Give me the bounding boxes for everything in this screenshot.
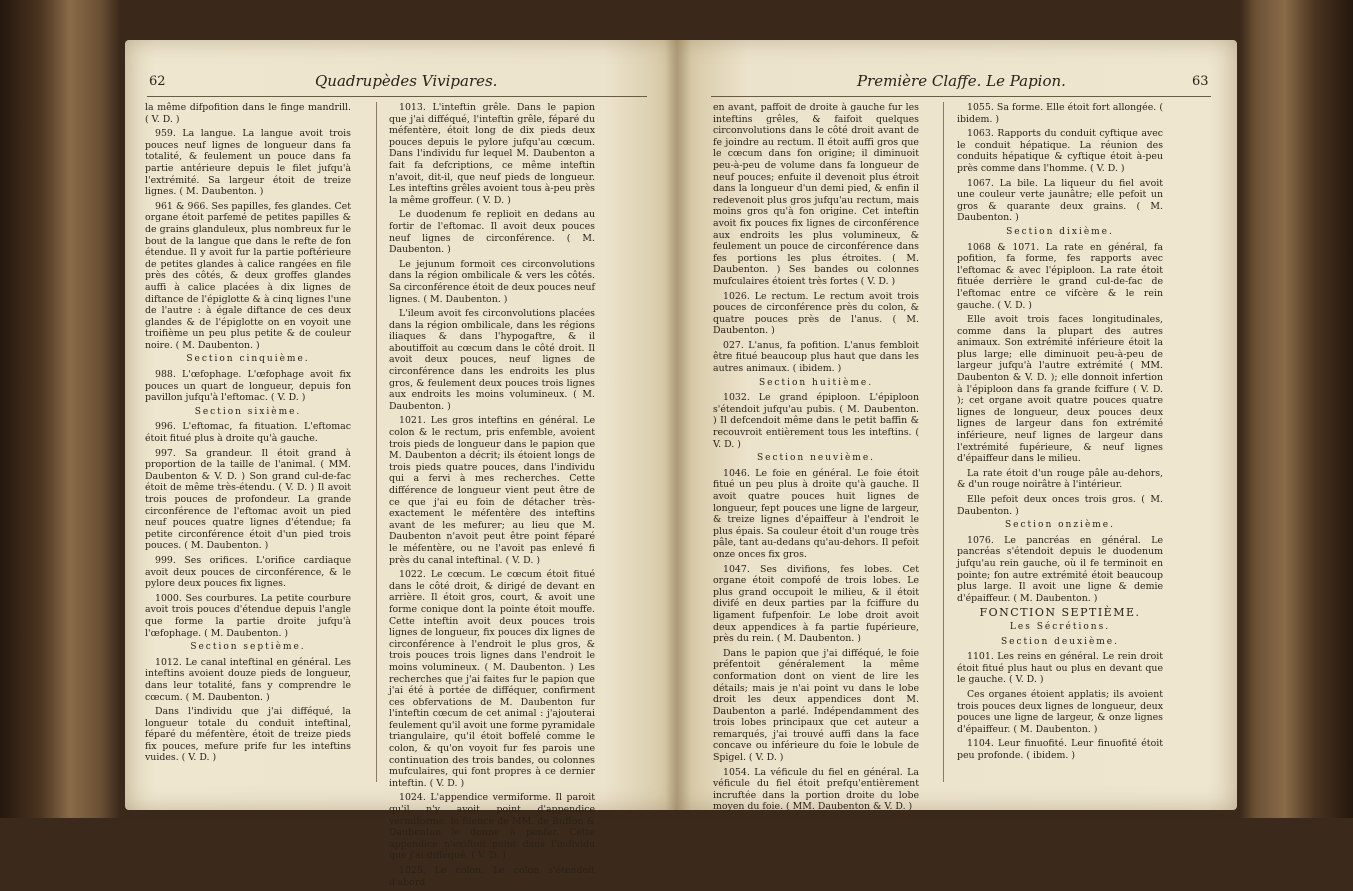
paragraph: Elle pefoit deux onces trois gros. ( M. Daubenton. ) <box>957 494 1163 517</box>
right-page <box>677 40 1237 813</box>
paragraph: 1013. L'inteftin grêle. Dans le papion que j'ai difféqué, l'inteftin grêle, féparé du méfentère, étoit long de dix pieds deux pouces depuis le pylore jufqu'au cœcum. Dans l'individu fur lequel M. Daubenton a fait fa defcriptions, ce même inteftin n'avoit, dit-il, que neuf pieds de longueur. Les inteftins grêles avoient tous à-peu près la même groffeur. ( V. D. ) <box>389 102 595 206</box>
paragraph: Ces organes étoient applatis; ils avoient trois pouces deux lignes de longueur, deux pouces une ligne de largeur, & onze lignes d'épaiffeur. ( M. Daubenton. ) <box>957 688 1163 735</box>
section-heading: Les Sécrétions. <box>1009 621 1111 632</box>
paragraph: Dans l'individu que j'ai difféqué, la longueur totale du conduit inteftinal, féparé du méfentère, étoit de treize pieds fix pouces, mefure prife fur les inteftins vuides. ( V. D. ) <box>145 706 351 764</box>
running-head: Première Claffe. Le Papion. <box>857 72 1066 90</box>
column-rule <box>943 102 944 782</box>
paragraph: 988. L'œfophage. L'œfophage avoit fix pouces un quart de longueur, depuis fon pavillon jufqu'à l'eftomac. ( V. D. ) <box>145 369 351 404</box>
paragraph: La rate étoit d'un rouge pâle au-dehors, & d'un rouge noirâtre à l'intérieur. <box>957 467 1163 491</box>
paragraph: 1055. Sa forme. Elle étoit fort allongée. ( ibidem. ) <box>957 102 1163 125</box>
header-rule <box>147 96 647 97</box>
section-heading: Section dixième. <box>1006 226 1114 237</box>
paragraph: L'ileum avoit fes circonvolutions placées dans la région ombilicale, dans les régions iliaques & dans l'hypogaftre, & il aboutiffoit au cœcum dans le côté droit. Il avoit deux pouces, neuf lignes de circonférence dans les endroits les plus gros, & feulement deux pouces trois lignes aux endroits les moins volumineux. ( M. Daubenton. ) <box>389 308 595 412</box>
paragraph: Le jejunum formoit ces circonvolutions dans la région ombilicale & vers les côtés. Sa circonférence étoit de deux pouces neuf lignes. ( M. Daubenton. ) <box>389 258 595 305</box>
left-page <box>125 40 677 888</box>
paragraph: 959. La langue. La langue avoit trois pouces neuf lignes de longueur dans fa totalité, & feulement un pouce dans fa partie antérieure depuis le filet jufqu'à l'extrémité. Sa largeur étoit de treize lignes. ( M. Daubenton. ) <box>145 128 351 198</box>
paragraph: 1101. Les reins en général. Le rein droit étoit fitué plus haut ou plus en devant que le gauche. ( V. D. ) <box>957 651 1163 686</box>
section-heading: Section neuvième. <box>756 453 876 464</box>
paragraph: 1012. Le canal inteftinal en général. Les inteftins avoient douze pieds de longueur, dans leur totalité, fans y comprendre le cœcum. ( M. Daubenton. ) <box>145 656 351 703</box>
section-heading: Section huitième. <box>758 377 874 388</box>
paragraph: la même difpofition dans le finge mandrill. ( V. D. ) <box>145 102 351 125</box>
paragraph: 961 & 966. Ses papilles, fes glandes. Cet organe étoit parfemé de petites papilles & de grains glanduleux, plus nombreux fur le bout de la langue que dans le refte de fon étendue. Il y avoit fur la partie poftérieure de petites glandes à calice rangées en file près des côtés, & deux groffes glandes auffi à calice placées à dix lignes de diftance de l'épiglotte & à cinq lignes l'une de l'autre : à égale diftance de ces deux glandes & de l'épiglotte on en voyoit une troifième un peu plus petite & de couleur noire. ( M. Daubenton. ) <box>145 200 351 351</box>
paragraph: 1047. Ses divifions, fes lobes. Cet organe étoit compofé de trois lobes. Le plus grand occupoit le milieu, & il étoit divifé en deux parties par la fciffure du ligament fufpenfoir. Le lobe droit avoit deux appendices à fa partie fupérieure, près du rein. ( M. Daubenton. ) <box>713 563 919 645</box>
text-column <box>389 102 595 891</box>
paragraph: 1021. Les gros inteftins en général. Le colon & le rectum, pris enfemble, avoient trois pieds de longueur dans le papion que M. Daubenton a décrit; ils étoient longs de trois pieds quatre pouces, dans l'individu qui a fervi à mes recherches. Cette différence de longueur vient peut être de ce que j'ai eu foin de détacher très-exactement le méfentère des inteftins avant de les mefurer; au lieu que M. Daubenton n'avoit peut être point féparé le méfentère, ou ne l'avoit pas enlevé fi près du canal inteftinal. ( V. D. ) <box>389 415 595 566</box>
section-heading: Section septième. <box>190 642 306 653</box>
header-rule <box>711 96 1211 97</box>
paragraph: 1063. Rapports du conduit cyftique avec le conduit hépatique. La réunion des conduits hépatique & cyftique étoit à-peu près comme dans l'homme. ( V. D. ) <box>957 128 1163 174</box>
section-heading: Section deuxième. <box>1001 636 1119 647</box>
text-column <box>713 102 919 816</box>
paragraph: 1024. L'appendice vermiforme. Il paroit qu'il n'y avoit point d'appendice vermiforme; le filence de MM. de Buffon & Daubenton le donne à penfer. Cette appendice n'exiftoit point dans l'individu que j'ai difféqué. ( V. D. ) <box>389 792 595 862</box>
paragraph: 1026. Le rectum. Le rectum avoit trois pouces de circonférence près du colon, & quatre pouces près de l'anus. ( M. Daubenton. ) <box>713 290 919 337</box>
paragraph: en avant, paffoit de droite à gauche fur les inteftins grêles, & faifoit quelques circonvolutions dans le côté droit avant de fe joindre au rectum. Il étoit auffi gros que le cœcum dans fon origine; il diminuoit peu-à-peu de volume dans fa longueur de neuf pouces; enfuite il devenoit plus étroit dans la longueur d'un demi pied, & enfin il redevenoit plus gros jufqu'au rectum, mais moins gros qu'à fon origine. Cet inteftin avoit fix pouces fix lignes de circonférence aux endroits les plus volumineux, & feulement un pouce de circonférence dans fes portions les plus étroites. ( M. Daubenton. ) Ses bandes ou colonnes mufculaires étoient très fortes ( V. D. ) <box>713 102 919 287</box>
running-head: Quadrupèdes Vivipares. <box>315 72 498 90</box>
text-column <box>957 102 1163 764</box>
page-number: 62 <box>149 74 166 89</box>
paragraph: 1032. Le grand épiploon. L'épiploon s'étendoit jufqu'au pubis. ( M. Daubenton. ) Il defcendoit même dans le petit baffin & recouvroit entièrement tous les inteftins. ( V. D. ) <box>713 392 919 450</box>
paragraph: 999. Ses orifices. L'orifice cardiaque avoit deux pouces de circonférence, & le pylore deux pouces fix lignes. <box>145 554 351 590</box>
page-number: 63 <box>1192 74 1209 89</box>
paragraph: Le duodenum fe replioit en dedans au fortir de l'eftomac. Il avoit deux pouces neuf lignes de circonférence. ( M. Daubenton. ) <box>389 209 595 256</box>
paragraph: Dans le papion que j'ai difféqué, le foie préfentoit généralement la même conformation dont on vient de lire les détails; mais je n'ai point vu dans le lobe droit les deux appendices dont M. Daubenton a parlé. Indépendamment des trois lobes principaux que cet auteur a remarqués, j'ai trouvé auffi dans la face concave ou inférieure du foie le lobule de Spigel. ( V. D. ) <box>713 647 919 764</box>
paragraph: 1000. Ses courbures. La petite courbure avoit trois pouces d'étendue depuis l'angle que forme la partie droite jufqu'à l'œfophage. ( M. Daubenton. ) <box>145 592 351 639</box>
paragraph: 1025. Le colon. Le colon s'étendoit d'abord <box>389 865 595 888</box>
paragraph: 1054. La véficule du fiel en général. La véficule du fiel étoit prefqu'entièrement incruftée dans la portion droite du lobe moyen du foie. ( MM. Daubenton & V. D. ) <box>713 766 919 813</box>
column-rule <box>376 102 377 782</box>
paragraph: 1104. Leur finuofité. Leur finuofité étoit peu profonde. ( ibidem. ) <box>957 738 1163 761</box>
paragraph: 1076. Le pancréas en général. Le pancréas s'étendoit depuis le duodenum jufqu'au rein gauche, où il fe terminoit en pointe; fon autre extrémité étoit beaucoup plus large. Il avoit une ligne & demie d'épaiffeur. ( M. Daubenton. ) <box>957 534 1163 604</box>
paragraph: 1067. La bile. La liqueur du fiel avoit une couleur verte jaunâtre; elle pefoit un gros & quarante deux grains. ( M. Daubenton. ) <box>957 177 1163 224</box>
text-column <box>145 102 351 767</box>
paragraph: 027. L'anus, fa pofition. L'anus fembloit être fitué beaucoup plus haut que dans les autres animaux. ( ibidem. ) <box>713 339 919 375</box>
paragraph: 1022. Le cœcum. Le cœcum étoit fitué dans le côté droit, & dirigé de devant en arrière. Il étoit gros, court, & avoit une forme conique dont la pointe étoit mouffe. Cette inteftin avoit deux pouces trois lignes de longueur, fix pouces dix lignes de circonférence à l'endroit le plus gros, & trois pouces trois lignes dans l'endroit le moins volumineux. ( M. Daubenton. ) Les recherches que j'ai faites fur le papion que j'ai été à portée de difféquer, confirment ces obfervations de M. Daubenton fur l'inteftin cœcum de cet animal : j'ajouterai feulement qu'il avoit une forme pyramidale triangulaire, qu'il étoit boffelé comme le colon, & qu'on voyoit fur fes parois une continuation des trois bandes, ou colonnes mufculaires, qui font propres à ce dernier inteftin. ( V. D. ) <box>389 569 595 789</box>
paragraph: 997. Sa grandeur. Il étoit grand à proportion de la taille de l'animal. ( MM. Daubenton & V. D. ) Son grand cul-de-fac étoit de même très-étendu. ( V. D. ) Il avoit trois pouces de profondeur. La grande circonférence de l'eftomac avoit un pied neuf pouces quatre lignes d'étendue; fa petite circonférence étoit d'un pied trois pouces. ( M. Daubenton. ) <box>145 447 351 552</box>
function-heading: FONCTION SEPTIÈME. <box>979 606 1141 620</box>
section-heading: Section cinquième. <box>186 354 310 365</box>
section-heading: Section sixième. <box>194 406 302 417</box>
paragraph: Elle avoit trois faces longitudinales, comme dans la plupart des autres animaux. Son extrémité inférieure étoit la plus large; elle diminuoit peu-à-peu de largeur jufqu'à l'autre extrémité ( MM. Daubenton & V. D. ); elle donnoit infertion à l'épiploon dans fa grande fciffure ( V. D. ); cet organe avoit quatre pouces quatre lignes de longueur, deux pouces deux lignes de largeur dans fon extrémité inférieure, neuf lignes de largeur dans l'extrémité fupérieure, & neuf lignes d'épaiffeur dans le milieu. <box>957 314 1163 465</box>
paragraph: 1046. Le foie en général. Le foie étoit fitué un peu plus à droite qu'à gauche. Il avoit quatre pouces huit lignes de longueur, fept pouces une ligne de largeur, & treize lignes d'épaiffeur à l'endroit le plus épais. Sa couleur étoit d'un rouge très pâle, tant au-dedans qu'au-dehors. Il pefoit onze onces fix gros. <box>713 467 919 560</box>
paragraph: 1068 & 1071. La rate en général, fa pofition, fa forme, fes rapports avec l'eftomac & avec l'épiploon. La rate étoit fituée derrière le grand cul-de-fac de l'eftomac entre ce vifcère & le rein gauche. ( V. D. ) <box>957 241 1163 311</box>
paragraph: 996. L'eftomac, fa fituation. L'eftomac étoit fitué plus à droite qu'à gauche. <box>145 421 351 445</box>
section-heading: Section onzième. <box>1005 520 1115 531</box>
